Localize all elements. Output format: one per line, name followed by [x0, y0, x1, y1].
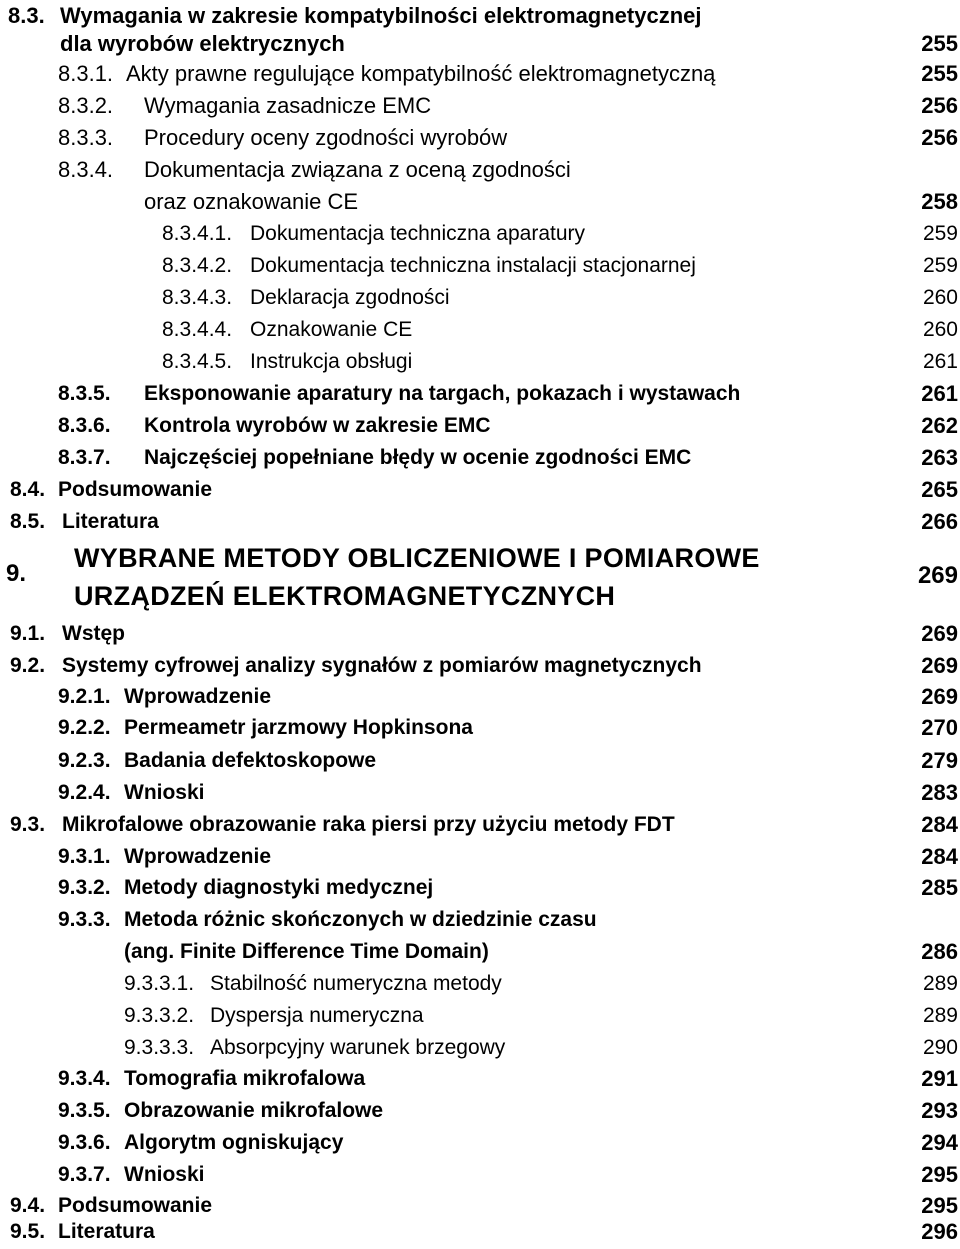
toc-entry-number: 9.3.3.1.	[124, 972, 195, 995]
toc-entry-title: Eksponowanie aparatury na targach, pokazach i wystawach	[144, 382, 741, 405]
toc-entry-number: 9.1.	[10, 622, 46, 645]
toc-entry[interactable]	[0, 250, 960, 282]
toc-entry-title: Wprowadzenie	[124, 845, 272, 868]
toc-entry[interactable]	[0, 681, 960, 713]
toc-entry-number: 9.2.1.	[58, 685, 111, 708]
toc-entry-number: 8.3.4.5.	[162, 350, 233, 373]
toc-entry-title: dla wyrobów elektrycznych	[60, 31, 345, 56]
toc-entry-title: Najczęściej popełniane błędy w ocenie zgodności EMC	[144, 446, 692, 469]
toc-entry-title: Procedury oceny zgodności wyrobów	[144, 125, 508, 150]
toc-entry-title: Wstęp	[62, 622, 125, 645]
toc-entry[interactable]	[0, 904, 960, 936]
toc-entry-page: 266	[921, 509, 958, 534]
toc-entry-number: 9.2.3.	[58, 749, 111, 772]
toc-entry-page: 296	[921, 1219, 958, 1244]
toc-entry[interactable]	[0, 122, 960, 154]
toc-entry-number: 9.3.3.2.	[124, 1004, 195, 1027]
toc-entry[interactable]	[0, 314, 960, 346]
toc-entry-page: 256	[921, 125, 958, 150]
toc-entry-title: Wnioski	[124, 1163, 205, 1186]
toc-entry-title: Dyspersja numeryczna	[210, 1004, 424, 1027]
toc-entry-title: oraz oznakowanie CE	[144, 189, 359, 214]
toc-entry[interactable]	[0, 745, 960, 777]
toc-entry-title: Oznakowanie CE	[250, 318, 413, 341]
toc-entry[interactable]	[0, 1000, 960, 1032]
toc-entry-page: 290	[922, 1036, 958, 1059]
toc-entry-title: Obrazowanie mikrofalowe	[124, 1099, 384, 1122]
toc-entry[interactable]	[0, 1127, 960, 1159]
toc-entry-page: 283	[921, 780, 958, 805]
toc-entry-title: Akty prawne regulujące kompatybilność elektromagnetyczną	[126, 61, 716, 86]
toc-entry-number: 9.2.2.	[58, 716, 111, 739]
toc-entry-title: Stabilność numeryczna metody	[210, 972, 502, 995]
toc-entry-number: 9.2.	[10, 654, 46, 677]
toc-entry[interactable]	[0, 1063, 960, 1095]
toc-entry[interactable]	[0, 218, 960, 250]
toc-entry-number: 8.3.4.1.	[162, 222, 233, 245]
toc-entry-title: Wymagania w zakresie kompatybilności elektromagnetycznej	[60, 3, 702, 28]
toc-entry-page: 279	[921, 748, 958, 773]
toc-entry[interactable]	[0, 712, 960, 744]
toc-entry-number: 9.3.1.	[58, 845, 111, 868]
toc-entry[interactable]	[0, 506, 960, 538]
toc-entry-title: Dokumentacja związana z oceną zgodności	[144, 157, 571, 182]
toc-entry-number: 9.4.	[10, 1194, 46, 1217]
toc-entry-number: 8.5.	[10, 510, 46, 533]
toc-entry-page: 265	[921, 477, 958, 502]
toc-entry-number: 9.2.4.	[58, 781, 111, 804]
toc-entry-page: 293	[921, 1098, 958, 1123]
toc-entry-page: 255	[921, 31, 958, 56]
toc-entry-page: 291	[921, 1066, 958, 1091]
toc-entry[interactable]	[0, 618, 960, 650]
toc-entry[interactable]	[0, 90, 960, 122]
toc-entry-title: Metoda różnic skończonych w dziedzinie czasu	[124, 908, 597, 931]
toc-entry[interactable]	[0, 410, 960, 442]
toc-entry-page: 262	[921, 413, 958, 438]
toc-entry-title: Wymagania zasadnicze EMC	[144, 93, 432, 118]
toc-entry-title: Dokumentacja techniczna instalacji stacjonarnej	[250, 254, 696, 277]
toc-entry-page: 284	[921, 812, 958, 837]
toc-entry-title: Literatura	[62, 510, 159, 533]
toc-entry[interactable]	[0, 1159, 960, 1191]
toc-entry-number: 9.3.3.3.	[124, 1036, 195, 1059]
toc-entry[interactable]	[0, 936, 960, 968]
toc-entry-number: 9.3.6.	[58, 1131, 111, 1154]
toc-entry-page: 269	[921, 653, 958, 678]
toc-entry-title: Deklaracja zgodności	[250, 286, 450, 309]
toc-entry-number: 8.3.4.3.	[162, 286, 233, 309]
toc-entry-number: 8.3.5.	[58, 382, 111, 405]
toc-entry-number: 9.3.4.	[58, 1067, 111, 1090]
toc-entry-number: 8.3.4.4.	[162, 318, 233, 341]
toc-entry-page: 269	[921, 684, 958, 709]
toc-entry-title: Kontrola wyrobów w zakresie EMC	[144, 414, 491, 437]
toc-entry-number: 8.3.1.	[58, 61, 114, 86]
toc-entry-title: (ang. Finite Difference Time Domain)	[124, 940, 489, 963]
toc-entry[interactable]	[0, 442, 960, 474]
toc-entry-page: 289	[922, 972, 958, 995]
toc-entry-title: Permeametr jarzmowy Hopkinsona	[124, 716, 473, 739]
toc-entry-title: Podsumowanie	[58, 478, 213, 501]
toc-entry-number: 9.5.	[10, 1220, 46, 1243]
toc-entry-page: 261	[921, 381, 958, 406]
toc-entry-page: 295	[921, 1193, 958, 1218]
toc-entry-page: 263	[921, 445, 958, 470]
chapter-heading[interactable]	[0, 538, 960, 618]
toc-entry-number: 8.3.7.	[58, 446, 111, 469]
toc-entry-page: 270	[921, 715, 958, 740]
toc-entry-page: 259	[922, 222, 958, 245]
toc-entry-number: 8.3.4.	[58, 157, 114, 182]
toc-entry[interactable]	[0, 650, 960, 682]
chapter-title-line1: WYBRANE METODY OBLICZENIOWE I POMIAROWE	[74, 543, 760, 573]
toc-entry[interactable]	[0, 186, 960, 218]
toc-entry-number: 8.3.2.	[58, 93, 114, 118]
toc-entry[interactable]	[0, 968, 960, 1000]
toc-entry-page: 255	[921, 61, 958, 86]
toc-entry-title: Badania defektoskopowe	[124, 749, 377, 772]
toc-entry-number: 9.3.3.	[58, 908, 111, 931]
toc-entry-title: Wnioski	[124, 781, 205, 804]
toc-entry-page: 284	[921, 844, 958, 869]
toc-entry-page: 256	[921, 93, 958, 118]
toc-entry-title: Podsumowanie	[58, 1194, 213, 1217]
toc-entry-page: 269	[921, 621, 958, 646]
toc-entry[interactable]	[0, 282, 960, 314]
toc-entry-title: Wprowadzenie	[124, 685, 272, 708]
toc-entry-page: 289	[922, 1004, 958, 1027]
toc-entry-page: 261	[922, 350, 958, 373]
toc-entry-number: 8.3.3.	[58, 125, 114, 150]
toc-entry-title: Metody diagnostyki medycznej	[124, 876, 434, 899]
toc-entry-page: 286	[921, 939, 958, 964]
toc-entry[interactable]	[0, 474, 960, 506]
toc-entry-number: 8.3.	[8, 3, 45, 28]
toc-entry[interactable]	[0, 378, 960, 410]
toc-entry[interactable]	[0, 1216, 960, 1248]
toc-entry-page: 294	[921, 1130, 958, 1155]
toc-entry-title: Tomografia mikrofalowa	[124, 1067, 366, 1090]
toc-entry[interactable]	[0, 841, 960, 873]
toc-entry-page: 295	[921, 1162, 958, 1187]
toc-entry-page: 259	[922, 254, 958, 277]
toc-entry-number: 8.3.4.2.	[162, 254, 233, 277]
toc-entry-title: Systemy cyfrowej analizy sygnałów z pomiarów magnetycznych	[62, 654, 702, 677]
toc-entry[interactable]	[0, 154, 960, 186]
toc-entry[interactable]	[0, 872, 960, 904]
toc-entry[interactable]	[0, 346, 960, 378]
toc-entry-title: Absorpcyjny warunek brzegowy	[210, 1036, 506, 1059]
toc-entry-number: 9.3.2.	[58, 876, 111, 899]
toc-entry-page: 260	[922, 318, 958, 341]
toc-entry-number: 9.3.7.	[58, 1163, 111, 1186]
toc-entry[interactable]	[0, 28, 960, 60]
toc-entry[interactable]	[0, 777, 960, 809]
toc-entry-page: 260	[922, 286, 958, 309]
toc-entry[interactable]	[0, 1032, 960, 1064]
toc-entry-number: 8.3.6.	[58, 414, 111, 437]
chapter-title-line2: URZĄDZEŃ ELEKTROMAGNETYCZNYCH	[74, 581, 616, 611]
toc-entry-title: Mikrofalowe obrazowanie raka piersi przy użyciu metody FDT	[62, 813, 675, 836]
toc-entry[interactable]	[0, 58, 960, 90]
toc-entry[interactable]	[0, 809, 960, 841]
toc-entry-number: 8.4.	[10, 478, 46, 501]
toc-entry-title: Dokumentacja techniczna aparatury	[250, 222, 586, 245]
chapter-number: 9.	[6, 560, 27, 587]
toc-entry[interactable]	[0, 1095, 960, 1127]
toc-entry-page: 258	[921, 189, 958, 214]
toc-entry-number: 9.3.5.	[58, 1099, 111, 1122]
toc-entry-title: Literatura	[58, 1220, 155, 1243]
toc-entry-page: 285	[921, 875, 958, 900]
toc-entry-title: Instrukcja obsługi	[250, 350, 413, 373]
toc-entry-title: Algorytm ogniskujący	[124, 1131, 344, 1154]
chapter-page: 269	[917, 562, 958, 589]
toc-entry-number: 9.3.	[10, 813, 46, 836]
